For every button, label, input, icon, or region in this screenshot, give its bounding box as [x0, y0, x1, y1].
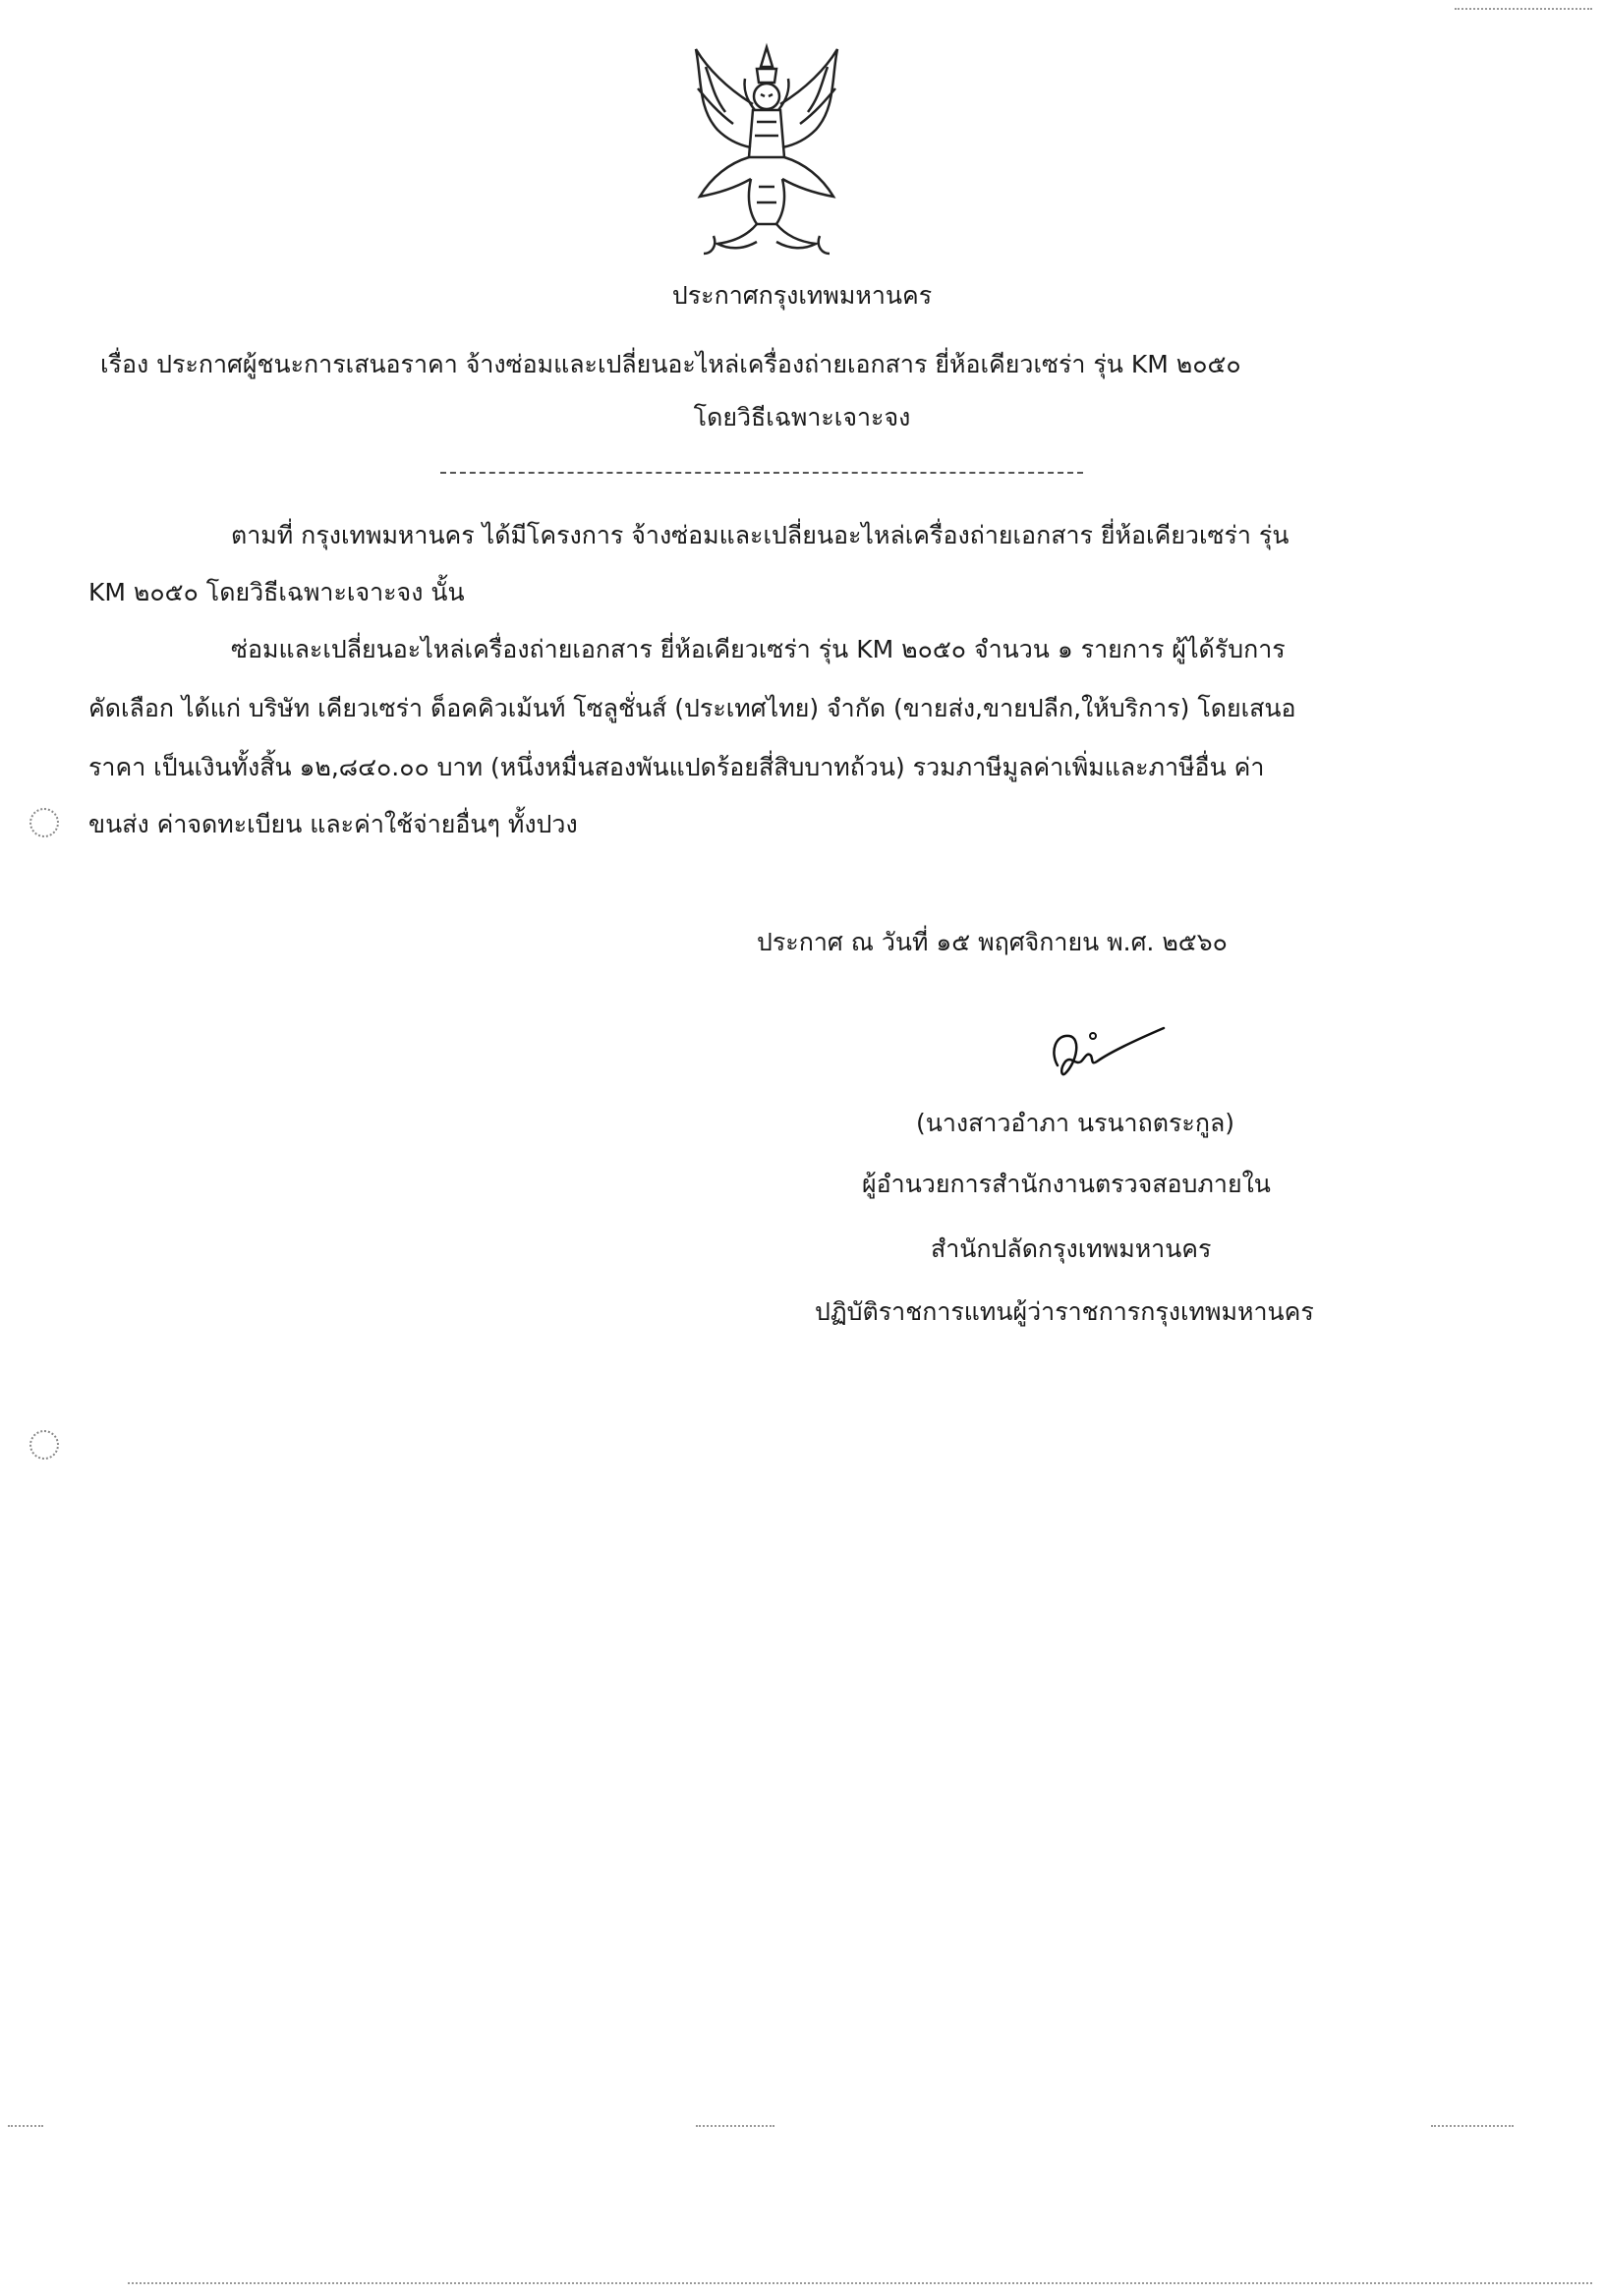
paragraph-2-line-2: คัดเลือก ได้แก่ บริษัท เคียวเซร่า ด็อคคิวเม้นท์ โซลูชั่นส์ (ประเทศไทย) จำกัด (ขายส่ง,ขายปลีก,ให้บริการ) โดยเสนอ: [88, 694, 1296, 722]
document-subject: เรื่อง ประกาศผู้ชนะการเสนอราคา จ้างซ่อมและเปลี่ยนอะไหล่เครื่องถ่ายเอกสาร ยี่ห้อเคียวเซร่า รุ่น KM ๒๐๕๐: [100, 350, 1241, 378]
handwritten-signature: [1042, 1022, 1179, 1091]
document-title: ประกาศกรุงเทพมหานคร: [671, 281, 933, 310]
scan-edge-mark: [128, 2282, 1592, 2284]
signatory-name: (นางสาวอำภา นรนาถตระกูล): [916, 1109, 1235, 1137]
announcement-date: ประกาศ ณ วันที่ ๑๕ พฤศจิกายน พ.ศ. ๒๕๖๐: [757, 928, 1228, 956]
paragraph-1-line-2: KM ๒๐๕๐ โดยวิธีเฉพาะเจาะจง นั้น: [88, 578, 465, 606]
scan-edge-mark: [1455, 8, 1592, 10]
paragraph-2-line-1: ซ่อมและเปลี่ยนอะไหล่เครื่องถ่ายเอกสาร ยี่ห้อเคียวเซร่า รุ่น KM ๒๐๕๐ จำนวน ๑ รายการ ผู้ได้รับการ: [231, 635, 1286, 663]
scan-edge-mark: [8, 2125, 43, 2127]
punch-hole-mark: [29, 1430, 59, 1460]
procurement-method: โดยวิธีเฉพาะเจาะจง: [693, 403, 911, 431]
scan-edge-mark: [696, 2125, 774, 2127]
garuda-emblem-icon: [678, 39, 855, 260]
scan-edge-mark: [1431, 2125, 1514, 2127]
paragraph-2-line-3: ราคา เป็นเงินทั้งสิ้น ๑๒,๘๔๐.๐๐ บาท (หนึ่งหมื่นสองพันแปดร้อยสี่สิบบาทถ้วน) รวมภาษีมูลค่าเพิ่มและภาษีอื่น ค่า: [88, 753, 1265, 781]
header-divider: [440, 472, 1083, 474]
signatory-acting-for: ปฏิบัติราชการแทนผู้ว่าราชการกรุงเทพมหานคร: [815, 1297, 1314, 1326]
paragraph-2-line-4: ขนส่ง ค่าจดทะเบียน และค่าใช้จ่ายอื่นๆ ทั้งปวง: [88, 810, 578, 838]
punch-hole-mark: [29, 808, 59, 837]
paragraph-1-line-1: ตามที่ กรุงเทพมหานคร ได้มีโครงการ จ้างซ่อมและเปลี่ยนอะไหล่เครื่องถ่ายเอกสาร ยี่ห้อเคียวเซร่า รุ่น: [231, 521, 1289, 549]
signatory-position: ผู้อำนวยการสำนักงานตรวจสอบภายใน: [862, 1170, 1271, 1198]
signatory-office: สำนักปลัดกรุงเทพมหานคร: [931, 1234, 1212, 1263]
